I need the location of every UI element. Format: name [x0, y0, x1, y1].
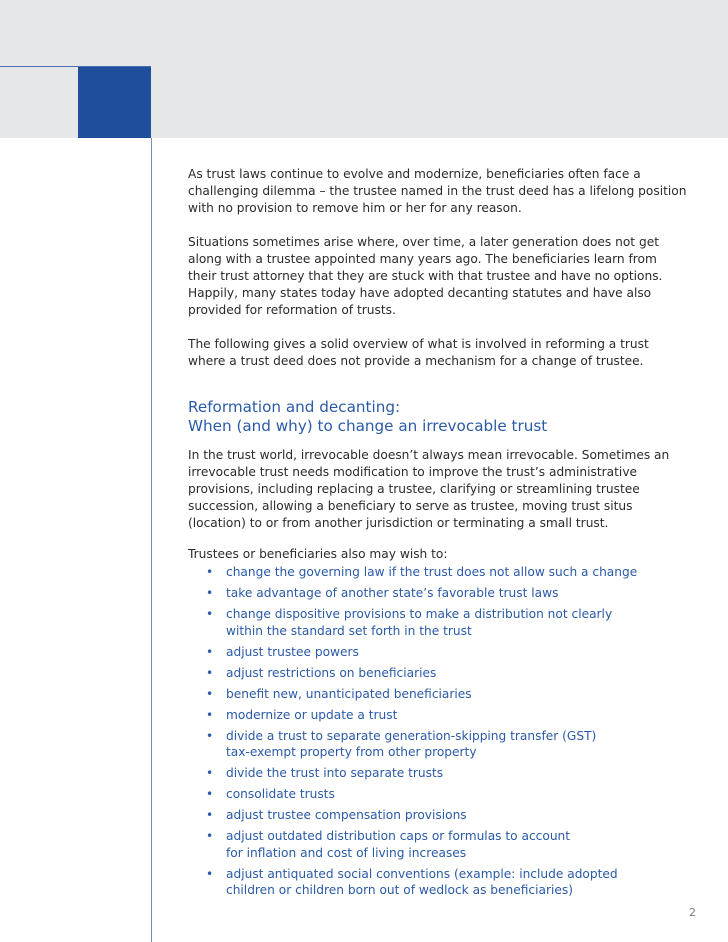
list-item-text: benefit new, unanticipated beneficiaries: [226, 686, 472, 701]
list-item-text-continued: within the standard set forth in the trust: [226, 623, 472, 638]
list-item-text: divide the trust into separate trusts: [226, 766, 444, 780]
list-item-text: change the governing law if the trust does not allow such a change: [226, 565, 638, 579]
list-item-text: adjust trustee powers: [226, 644, 359, 659]
list-item: [206, 564, 688, 581]
bullet-icon: •: [206, 607, 214, 621]
list-intro: Trustees or beneficiaries also may wish to:: [188, 547, 448, 561]
list-item: [206, 686, 688, 703]
list-item: [206, 665, 688, 682]
list-item: [206, 828, 688, 861]
section-heading-line-1: Reformation and decanting:: [188, 398, 401, 416]
intro-paragraph: As trust laws continue to evolve and modernize, beneficiaries often face a challenging dilemma – the trustee named in the trust deed has a lifelong position with no provision to remove him or her for any reason.: [188, 167, 687, 215]
list-item: [206, 644, 688, 661]
bullet-icon: •: [206, 686, 214, 701]
page-content: [188, 166, 688, 903]
list-item-text: adjust outdated distribution caps or formulas to account: [226, 829, 571, 843]
page-number: 2: [689, 906, 696, 919]
bullet-icon: •: [206, 665, 214, 680]
list-item-text-continued: for inflation and cost of living increases: [226, 845, 467, 860]
bullet-icon: •: [206, 787, 214, 801]
list-item: [206, 606, 688, 639]
overview-paragraph: The following gives a solid overview of what is involved in reforming a trust where a trust deed does not provide a mechanism for a change of trustee.: [188, 337, 649, 368]
irrevocable-paragraph: In the trust world, irrevocable doesn’t always mean irrevocable. Sometimes an irrevocable trust needs modification to improve the trust’s administrative provisions, including replacing a trustee, clarifying or streamlining trustee succession, allowing a beneficiary to serve as trustee, moving trust situs (location) to or from another jurisdiction or terminating a small trust.: [188, 448, 670, 530]
list-item: [206, 866, 688, 899]
list-item: [206, 728, 688, 761]
situations-paragraph: Situations sometimes arise where, over time, a later generation does not get along with a trustee appointed many years ago. The beneficiaries learn from their trust attorney that they are stuck with that trustee and have no options. Happily, many states today have adopted decanting statutes and have also provided for reformation of trusts.: [188, 235, 663, 317]
section-heading-line-2: When (and why) to change an irrevocable trust: [188, 417, 548, 435]
list-item-text: modernize or update a trust: [226, 707, 398, 722]
list-item-text: adjust trustee compensation provisions: [226, 808, 467, 822]
margin-rule: [151, 138, 152, 942]
section-heading: [188, 398, 688, 436]
list-item: [206, 786, 688, 803]
bullet-icon: •: [206, 829, 214, 843]
list-item-text: consolidate trusts: [226, 787, 335, 801]
list-item-text: adjust antiquated social conventions (example: include adopted: [226, 866, 618, 881]
bullet-icon: •: [206, 644, 214, 659]
list-item: [206, 707, 688, 724]
bullet-icon: •: [206, 866, 214, 881]
list-item: [206, 765, 688, 782]
list-item-text: change dispositive provisions to make a distribution not clearly: [226, 607, 613, 621]
bullet-icon: •: [206, 707, 214, 722]
list-item: [206, 807, 688, 824]
list-item-text: adjust restrictions on beneficiaries: [226, 665, 437, 680]
bullet-icon: •: [206, 766, 214, 780]
list-item-text: divide a trust to separate generation-skipping transfer (GST): [226, 728, 597, 743]
list-item-text: take advantage of another state’s favorable trust laws: [226, 586, 559, 600]
bullet-icon: •: [206, 565, 214, 579]
list-item: [206, 585, 688, 602]
list-item-text-continued: tax-exempt property from other property: [226, 745, 477, 759]
bullet-icon: •: [206, 586, 214, 600]
list-item-text-continued: children or children born out of wedlock as beneficiaries): [226, 883, 573, 897]
accent-block: [78, 67, 151, 138]
reasons-list: [188, 564, 688, 899]
bullet-icon: •: [206, 808, 214, 822]
bullet-icon: •: [206, 728, 214, 743]
